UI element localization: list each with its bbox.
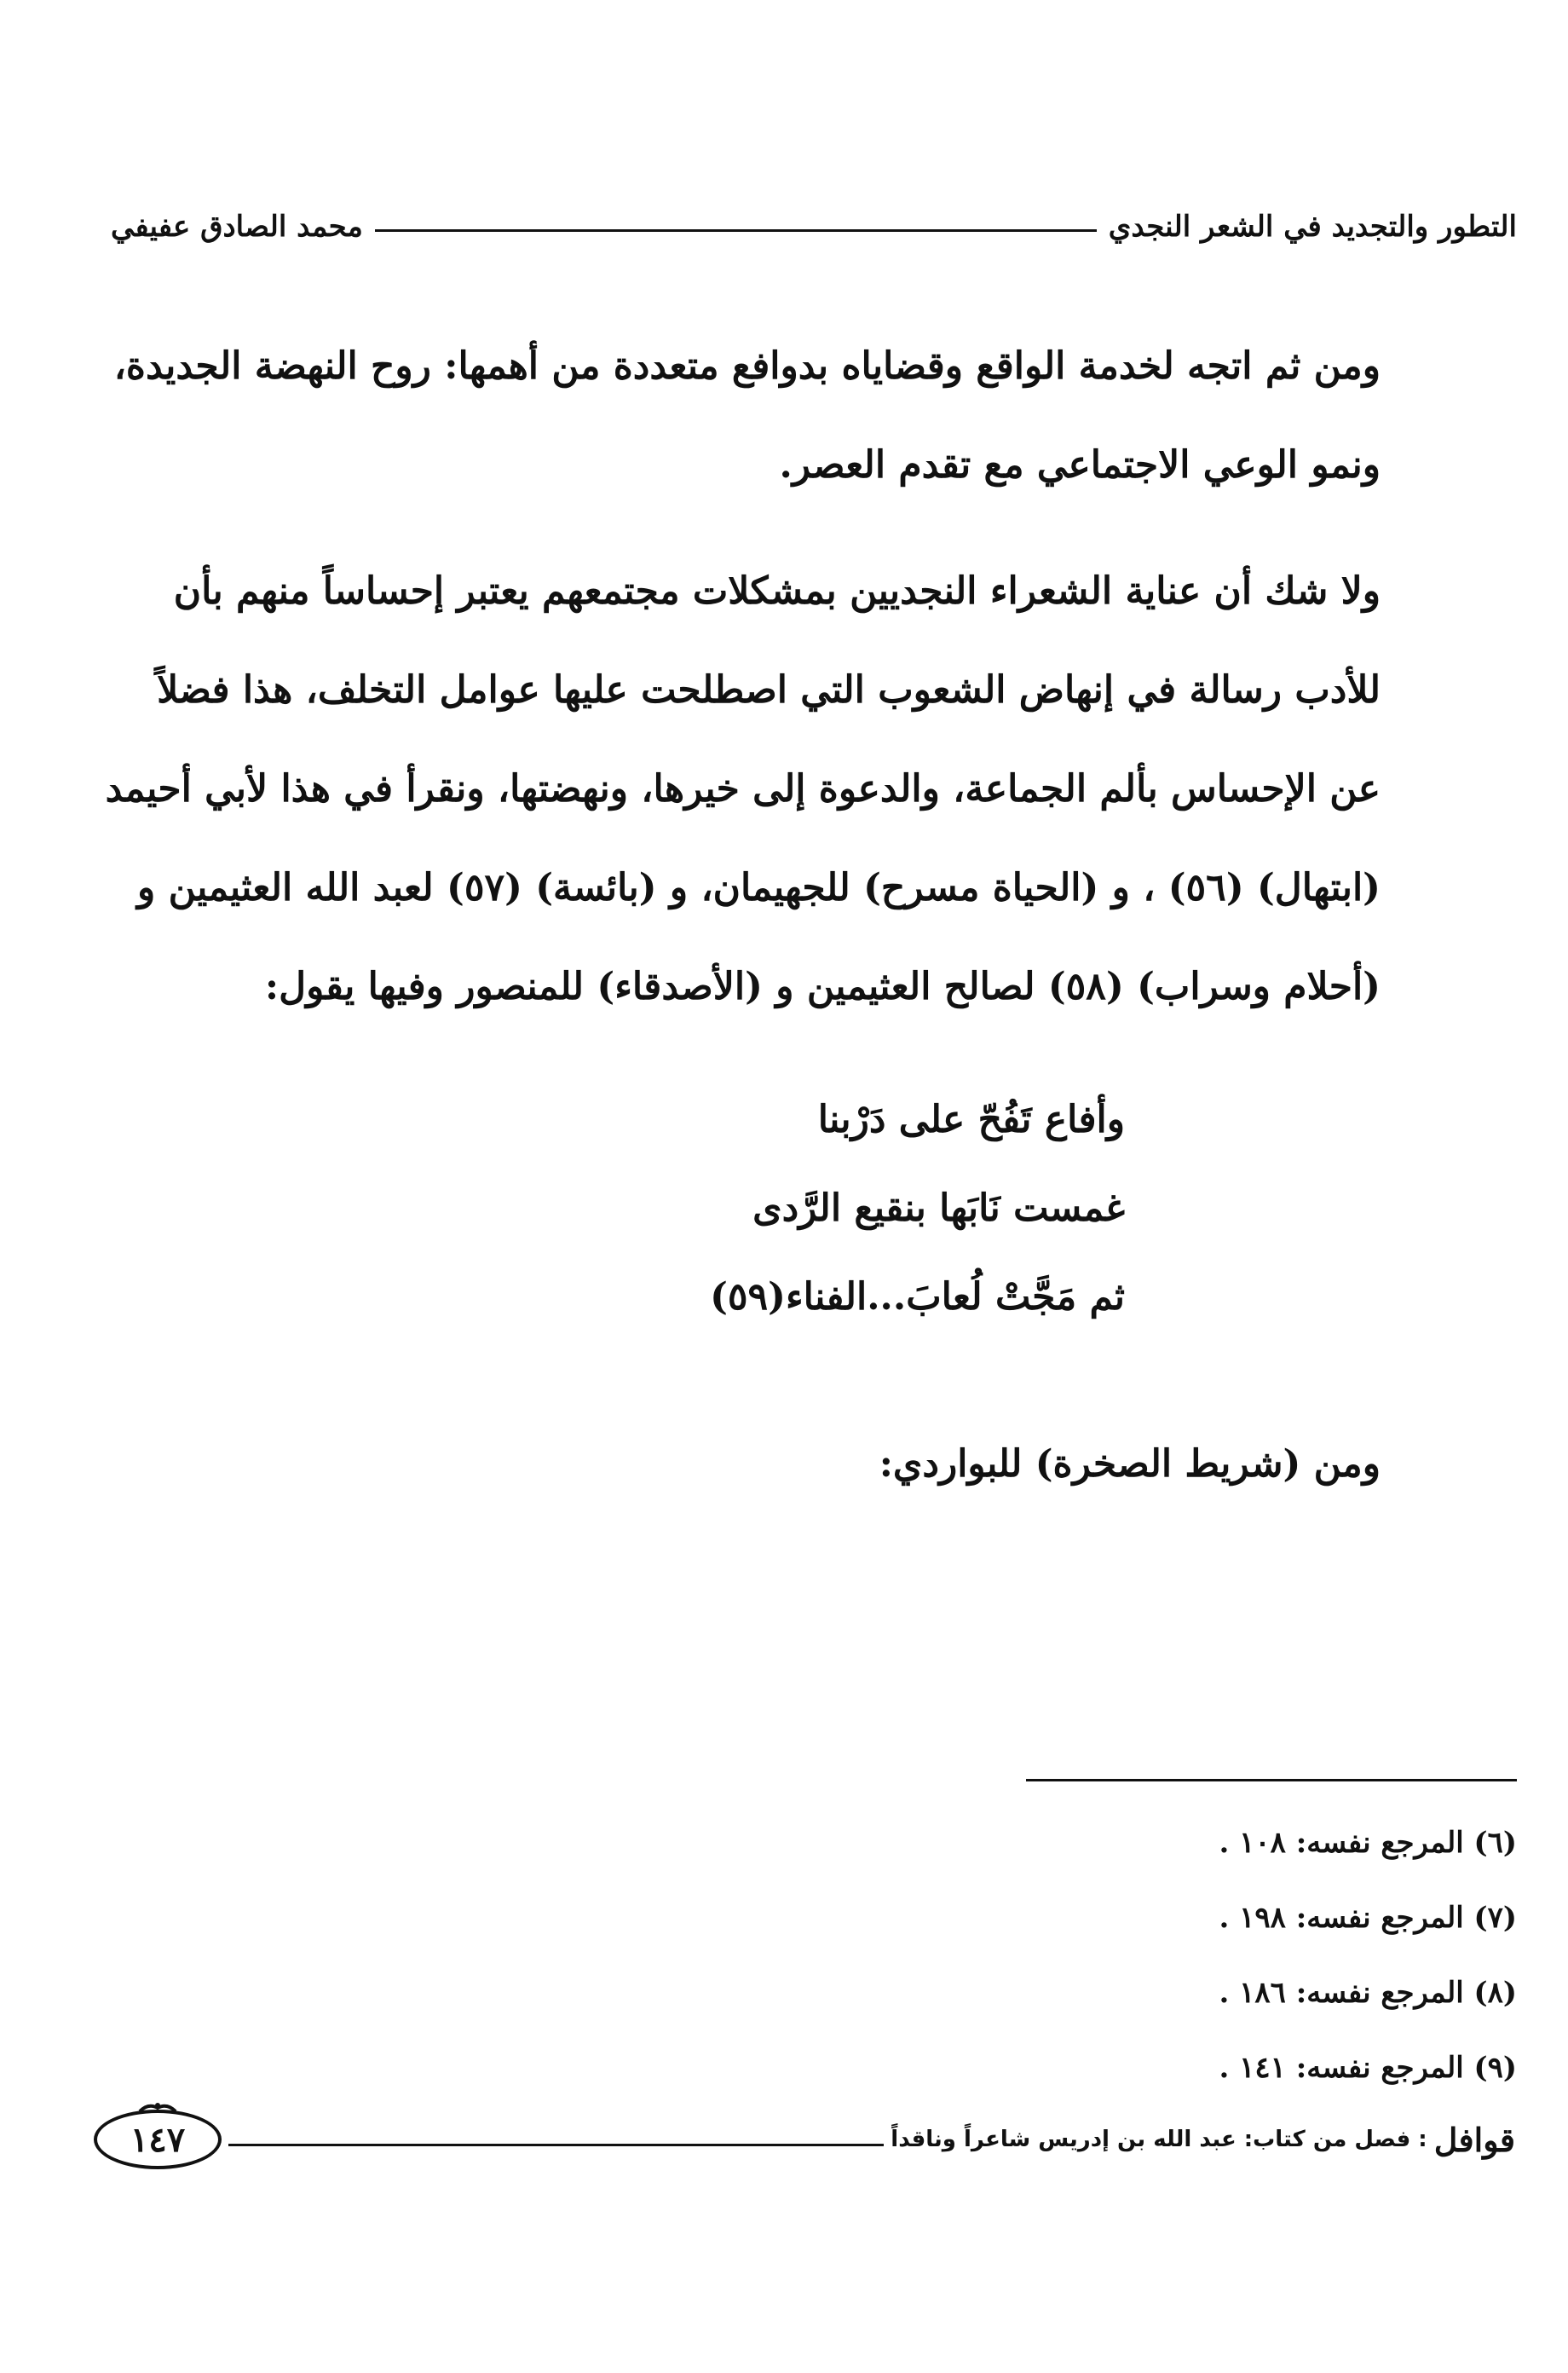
text-line: ومن ثم اتجه لخدمة الواقع وقضاياه بدوافع متعددة من أهمها: روح النهضة الجديدة، <box>113 344 1381 388</box>
page-number: ١٤٧ <box>130 2119 186 2160</box>
ornament-icon <box>138 2101 177 2113</box>
paragraph-2 <box>102 542 1381 1036</box>
text-line: (أحلام وسراب) (٥٨) لصالح العثيمين و (الأصدقاء) للمنصور وفيها يقول: <box>264 965 1381 1008</box>
text-line: (ابتهال) (٥٦) ، و (الحياة مسرح) للجهيمان، و (بائسة) (٥٧) لعبد الله العثيمين و <box>137 866 1381 909</box>
footnote: (٩) المرجع نفسه: ١٤١ . <box>1219 2051 1517 2085</box>
paragraph-3: ومن (شريط الصخرة) للبواردي: <box>879 1442 1381 1486</box>
header-book-title: التطور والتجديد في الشعر النجدي <box>1108 210 1517 244</box>
running-header <box>111 201 1517 252</box>
footnote: (٧) المرجع نفسه: ١٩٨ . <box>1219 1901 1517 1935</box>
text-line: للأدب رسالة في إنهاض الشعوب التي اصطلحت عليها عوامل التخلف، هذا فضلاً <box>157 668 1381 712</box>
poem-verse: وأفاع تَفُحّ على دَرْبنا <box>817 1098 1125 1141</box>
paragraph-1 <box>102 317 1381 515</box>
poem-verses <box>477 1076 1125 1342</box>
poem-verse: غمست نَابَها بنقيع الرَّدى <box>752 1186 1125 1230</box>
footer-rule <box>228 2144 884 2146</box>
footer-source: : فصل من كتاب: عبد الله بن إدريس شاعراً وناقداً <box>891 2127 1427 2152</box>
page-number-badge <box>94 2110 222 2169</box>
text-line: ولا شك أن عناية الشعراء النجديين بمشكلات مجتمعهم يعتبر إحساساً منهم بأن <box>173 569 1381 613</box>
text-line: عن الإحساس بألم الجماعة، والدعوة إلى خيرها، ونهضتها، ونقرأ في هذا لأبي أحيمد <box>105 767 1381 811</box>
footnote: (٦) المرجع نفسه: ١٠٨ . <box>1219 1826 1517 1860</box>
running-footer <box>94 2105 1515 2174</box>
footer-brand: قوافل <box>1433 2120 1515 2159</box>
header-rule <box>375 229 1097 232</box>
footnote-rule <box>1026 1779 1517 1781</box>
poem-verse: ثم مَجَّتْ لُعابَ...الفناء(٥٩) <box>710 1275 1125 1319</box>
text-line: ونمو الوعي الاجتماعي مع تقدم العصر. <box>779 443 1381 487</box>
footnotes <box>1006 1805 1517 2105</box>
header-author: محمد الصادق عفيفي <box>111 210 363 244</box>
footnote: (٨) المرجع نفسه: ١٨٦ . <box>1219 1976 1517 2010</box>
